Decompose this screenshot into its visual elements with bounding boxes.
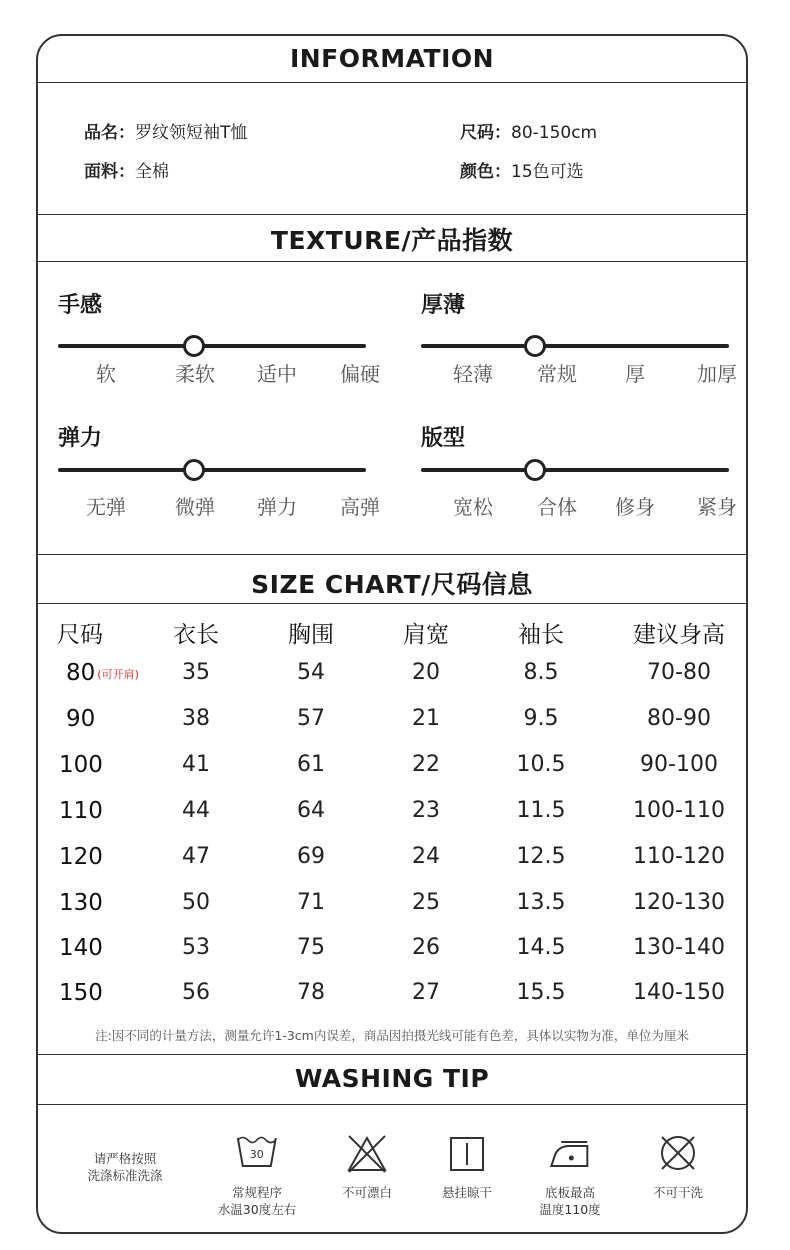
table-cell: 110-120: [633, 844, 725, 869]
table-cell: 100-110: [633, 798, 725, 823]
texture-scale-label: 加厚: [697, 362, 737, 386]
iron-item: [539, 1134, 600, 1218]
texture-scale-label: 无弹: [86, 495, 126, 519]
washing-intro-line: 请严格按照: [93, 1151, 157, 1166]
table-cell: 21: [412, 706, 440, 731]
texture-scale-label: 常规: [537, 362, 577, 386]
texture-scale-track: [421, 344, 729, 348]
texture-scale-label: 宽松: [453, 495, 493, 519]
table-cell: 8.5: [523, 660, 559, 685]
product-size-label: 尺码：: [460, 123, 511, 143]
no-bleach-line: 不可漂白: [341, 1185, 393, 1200]
texture-scale-title: 手感: [58, 293, 103, 318]
wash-30-item: [218, 1132, 296, 1218]
table-cell: 25: [412, 890, 440, 915]
table-cell: 90-100: [640, 752, 718, 777]
texture-scale-label: 偏硬: [340, 362, 380, 386]
texture-scale-label: 修身: [615, 495, 655, 519]
table-cell: 26: [412, 935, 440, 960]
texture-scale-label: 微弹: [175, 495, 215, 519]
size-note: (可开肩): [97, 667, 139, 681]
texture-scale-label: 厚: [625, 362, 645, 386]
texture-scale-track: [58, 468, 366, 472]
table-cell: 15.5: [516, 980, 566, 1005]
texture-scale-label: 轻薄: [453, 362, 493, 386]
divider: [38, 603, 746, 604]
texture-scale-label: 紧身: [697, 495, 737, 519]
table-cell: 78: [297, 980, 325, 1005]
table-cell: 24: [412, 844, 440, 869]
size-value: 140: [59, 935, 103, 961]
product-size-value: 80-150cm: [511, 123, 598, 143]
table-cell: 56: [182, 980, 210, 1005]
no-dry-clean-line: 不可干洗: [652, 1185, 704, 1200]
product-color-label: 颜色：: [460, 162, 511, 182]
table-cell: 75: [297, 935, 325, 960]
table-cell: 140-150: [633, 980, 725, 1005]
divider: [38, 554, 746, 555]
texture-scale-knob[interactable]: [183, 335, 205, 357]
no-bleach-icon: [345, 1134, 389, 1174]
table-cell: 69: [297, 844, 325, 869]
size-value: 100: [59, 752, 103, 778]
table-header: 胸围: [288, 622, 334, 648]
size-value: 130: [59, 890, 103, 916]
iron-line: 温度110度: [539, 1202, 601, 1217]
texture-title: TEXTURE/产品指数: [270, 226, 514, 255]
texture-scale-label: 适中: [257, 362, 297, 386]
texture-scale-knob[interactable]: [524, 335, 546, 357]
table-cell-size: [66, 706, 95, 732]
information-title: INFORMATION: [289, 44, 495, 73]
table-cell: 64: [297, 798, 325, 823]
divider: [38, 214, 746, 215]
table-cell: 11.5: [516, 798, 566, 823]
product-name: [84, 118, 247, 143]
texture-scale-title: 厚薄: [421, 293, 466, 318]
table-cell: 130-140: [633, 935, 725, 960]
texture-scale-label: 柔软: [175, 362, 215, 386]
table-header: 尺码: [57, 622, 103, 648]
product-color: [460, 157, 584, 182]
washing-title: WASHING TIP: [294, 1064, 490, 1093]
table-cell: 13.5: [516, 890, 566, 915]
table-cell: 50: [182, 890, 210, 915]
texture-scale-knob[interactable]: [183, 459, 205, 481]
divider: [38, 1104, 746, 1105]
table-cell: 54: [297, 660, 325, 685]
texture-scale-track: [421, 468, 729, 472]
size-chart-title: SIZE CHART/尺码信息: [251, 570, 533, 599]
table-cell: 47: [182, 844, 210, 869]
texture-scale-label: 合体: [537, 495, 577, 519]
hang-dry-icon: [447, 1134, 487, 1174]
table-cell: 22: [412, 752, 440, 777]
table-cell: 57: [297, 706, 325, 731]
texture-scale-title: 弹力: [58, 426, 103, 451]
table-cell: 23: [412, 798, 440, 823]
size-value: 120: [59, 844, 103, 870]
product-name-label: 品名：: [84, 123, 135, 143]
divider: [38, 261, 746, 262]
divider: [38, 82, 746, 83]
no-dry-clean-icon: [657, 1132, 699, 1174]
table-cell-size: [59, 980, 103, 1006]
wash-30-icon: [235, 1132, 279, 1170]
table-cell-size: [59, 752, 103, 778]
table-cell: 10.5: [516, 752, 566, 777]
table-cell: 27: [412, 980, 440, 1005]
iron-110-icon: [547, 1134, 593, 1174]
texture-scale-label: 弹力: [257, 495, 297, 519]
table-cell: 53: [182, 935, 210, 960]
product-fabric-value: 全棉: [135, 162, 169, 182]
size-value: 80: [66, 660, 96, 686]
texture-scale-label: 软: [96, 362, 116, 386]
table-cell-size: [59, 798, 103, 824]
product-fabric: [84, 157, 169, 182]
wash-30-line: 常规程序: [231, 1185, 282, 1200]
table-cell: 61: [297, 752, 325, 777]
no-dry-clean-item: [653, 1132, 703, 1201]
table-cell: 20: [412, 660, 440, 685]
divider: [38, 1054, 746, 1055]
texture-scale-track: [58, 344, 366, 348]
info-card: [36, 34, 748, 1234]
wash-temp-text: 30: [250, 1148, 264, 1161]
table-cell-size: [59, 844, 103, 870]
table-cell: 80-90: [647, 706, 711, 731]
table-cell-size: [66, 660, 139, 686]
product-size: [460, 118, 597, 143]
table-cell: 120-130: [633, 890, 725, 915]
no-bleach-item: [342, 1134, 392, 1201]
table-header: 袖长: [518, 622, 564, 648]
product-fabric-label: 面料：: [84, 162, 135, 182]
table-cell: 38: [182, 706, 210, 731]
texture-scale-knob[interactable]: [524, 459, 546, 481]
texture-scale-title: 版型: [421, 426, 466, 451]
table-header: 衣长: [173, 622, 219, 648]
table-cell: 14.5: [516, 935, 566, 960]
size-footnote: 注:因不同的计量方法，测量允许1-3cm内误差，商品因拍摄光线可能有色差，具体以实物为准，单位为厘米: [95, 1028, 689, 1043]
table-cell: 44: [182, 798, 210, 823]
table-cell: 35: [182, 660, 210, 685]
hang-dry-item: [442, 1134, 492, 1201]
product-name-value: 罗纹领短袖T恤: [135, 123, 248, 143]
table-header: 肩宽: [403, 622, 449, 648]
size-value: 150: [59, 980, 103, 1006]
iron-line: 底板最高: [544, 1185, 596, 1200]
table-cell: 9.5: [523, 706, 559, 731]
table-cell: 71: [297, 890, 325, 915]
washing-intro: [87, 1150, 162, 1184]
washing-intro-line: 洗涤标准洗涤: [87, 1168, 163, 1183]
table-header: 建议身高: [633, 622, 725, 648]
wash-30-line: 水温30度左右: [217, 1202, 297, 1217]
hang-dry-line: 悬挂晾干: [441, 1185, 493, 1200]
table-cell: 12.5: [516, 844, 566, 869]
table-cell-size: [59, 935, 103, 961]
table-cell: 70-80: [647, 660, 711, 685]
table-cell: 41: [182, 752, 210, 777]
product-color-value: 15色可选: [511, 162, 584, 182]
size-value: 110: [59, 798, 103, 824]
size-value: 90: [66, 706, 96, 732]
table-cell-size: [59, 890, 103, 916]
texture-scale-label: 高弹: [340, 495, 380, 519]
